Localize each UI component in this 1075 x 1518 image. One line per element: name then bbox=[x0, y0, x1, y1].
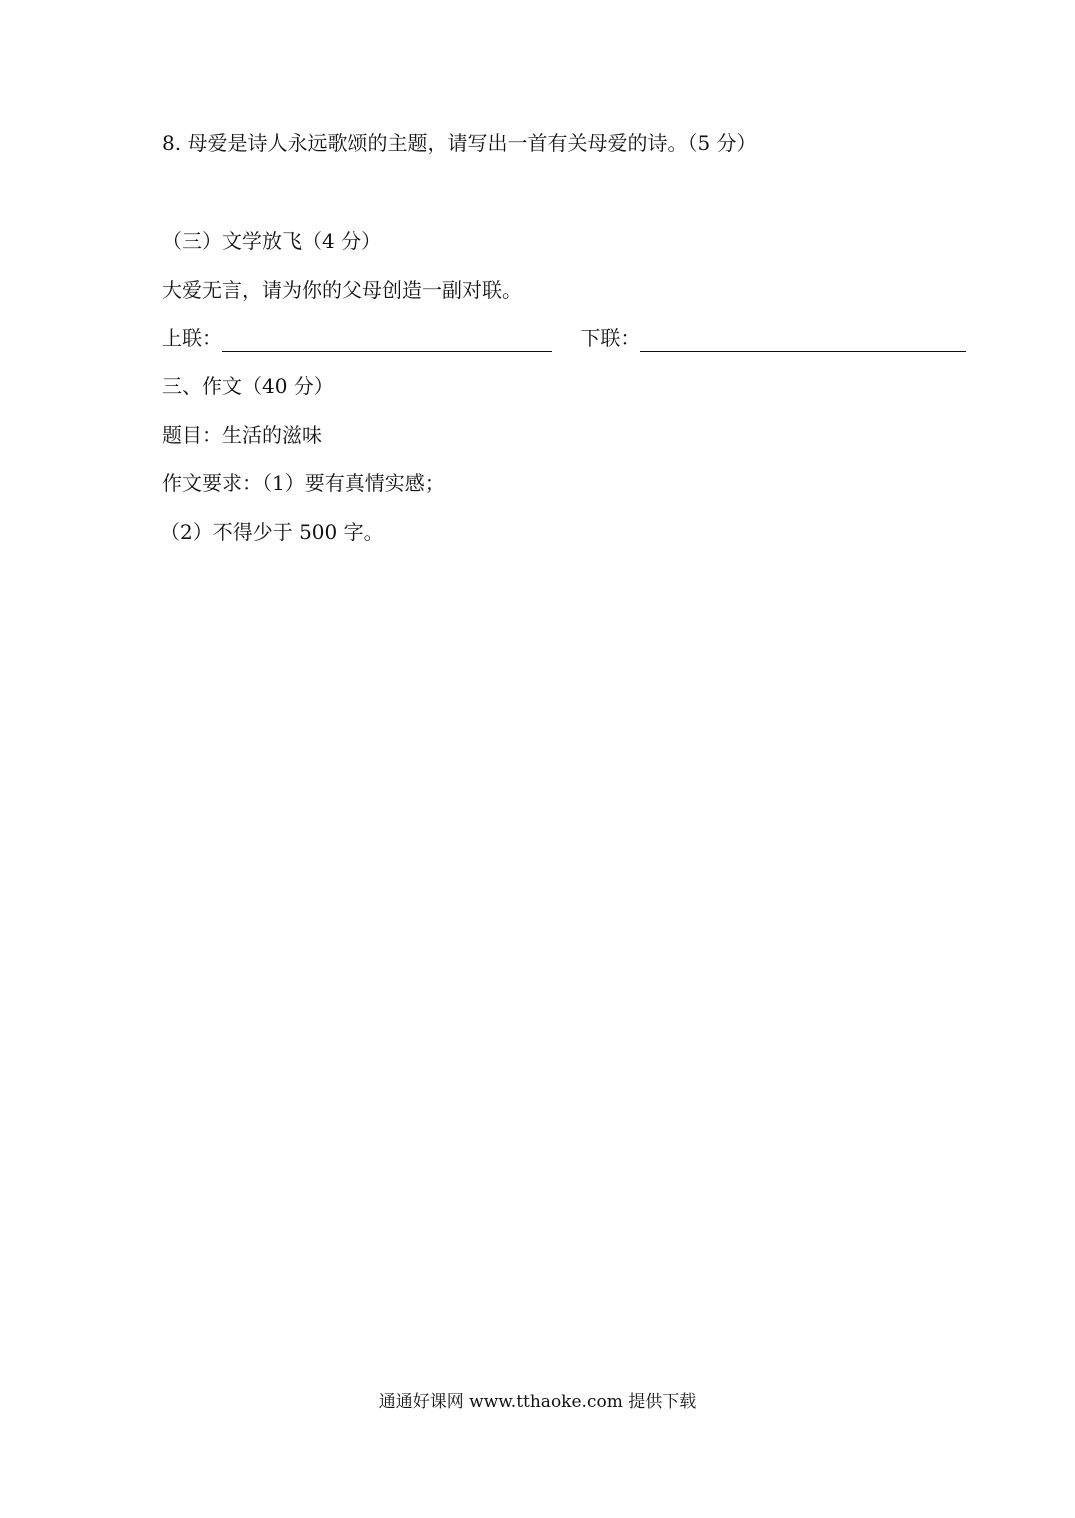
essay-requirement-1: 作文要求：（1）要有真情实感； bbox=[162, 471, 445, 495]
essay-heading: 三、作文（40 分） bbox=[162, 374, 334, 398]
upper-couplet-blank[interactable] bbox=[222, 329, 552, 352]
essay-topic: 题目：生活的滋味 bbox=[162, 423, 322, 447]
lower-couplet-blank[interactable] bbox=[640, 329, 966, 352]
upper-couplet-label: 上联： bbox=[162, 326, 222, 350]
upper-couplet bbox=[162, 324, 552, 352]
section-heading-literature: （三）文学放飞（4 分） bbox=[162, 229, 382, 253]
couplet-prompt: 大爱无言，请为你的父母创造一副对联。 bbox=[162, 278, 522, 302]
couplet-answer-row bbox=[162, 324, 962, 352]
lower-couplet-label: 下联： bbox=[580, 326, 641, 350]
lower-couplet bbox=[580, 324, 966, 352]
essay-requirement-2: （2）不得少于 500 字。 bbox=[160, 520, 384, 544]
question-8: 8. 母爱是诗人永远歌颂的主题，请写出一首有关母爱的诗。（5 分） bbox=[162, 131, 757, 155]
page-footer: 通通好课网 www.tthaoke.com 提供下载 bbox=[378, 1392, 697, 1412]
